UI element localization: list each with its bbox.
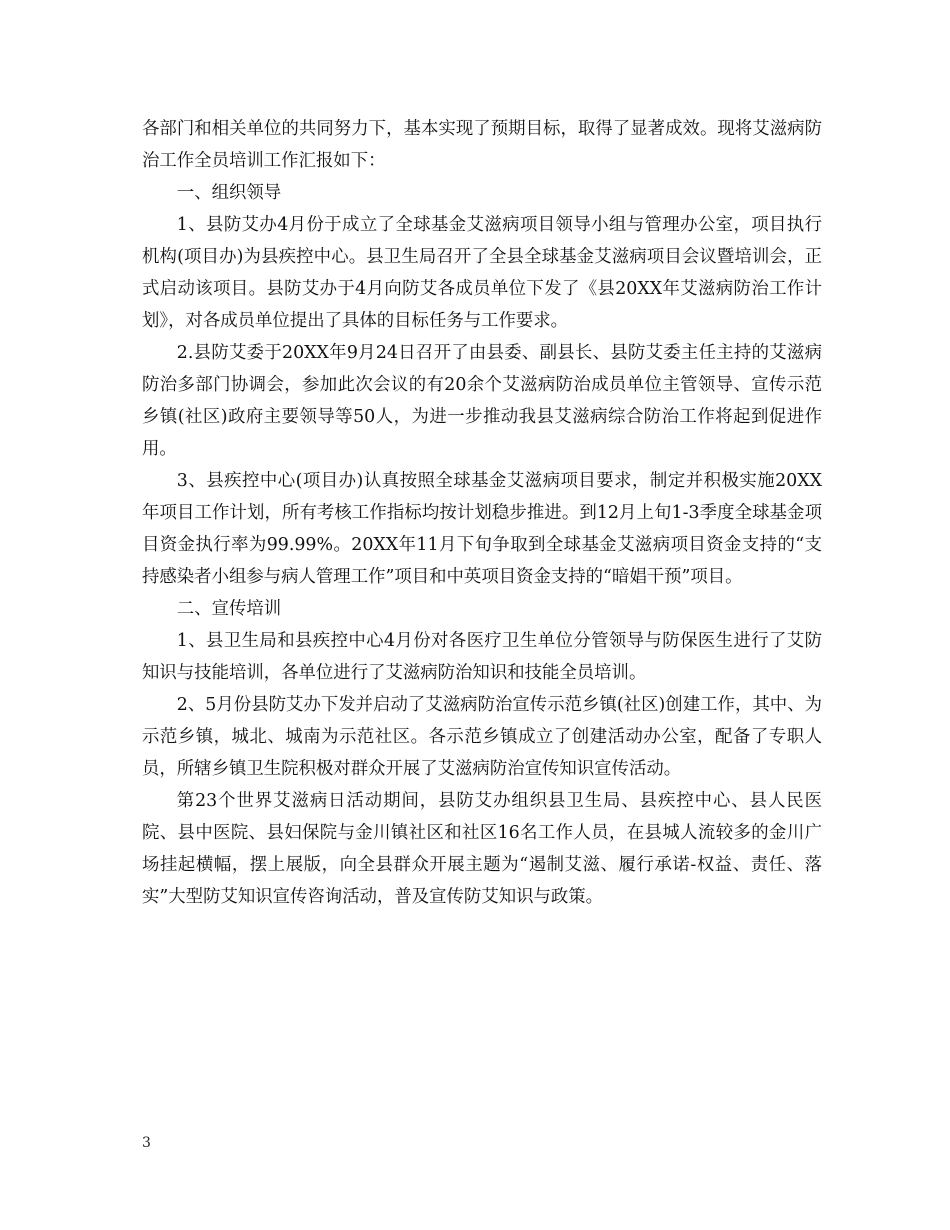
section-heading-organization: 一、组织领导 [176, 183, 282, 203]
page-number: 3 [142, 1135, 151, 1151]
paragraph-publicity-2: 2、5月份县防艾办下发并启动了艾滋病防治宣传示范乡镇(社区)创建工作，其中、为示范乡镇，城北、城南为示范社区。各示范乡镇成立了创建活动办公室，配备了专职人员，所辖乡镇卫生院积极对群众开展了艾滋病防治宣传知识宣传活动。 [142, 695, 822, 779]
paragraph-organization-3: 3、县疾控中心(项目办)认真按照全球基金艾滋病项目要求，制定并积极实施20XX年项目工作计划，所有考核工作指标均按计划稳步推进。到12月上旬1-3季度全球基金项目资金执行率为99.99%。20XX年11月下旬争取到全球基金艾滋病项目资金支持的“支持感染者小组参与病人管理工作”项目和中英项目资金支持的“暗娼干预”项目。 [142, 471, 822, 587]
paragraph-organization-1: 1、县防艾办4月份于成立了全球基金艾滋病项目领导小组与管理办公室，项目执行机构(项目办)为县疾控中心。县卫生局召开了全县全球基金艾滋病项目会议暨培训会，正式启动该项目。县防艾办于4月向防艾各成员单位下发了《县20XX年艾滋病防治工作计划》，对各成员单位提出了具体的目标任务与工作要求。 [142, 215, 822, 331]
paragraph-world-aids-day: 第23个世界艾滋病日活动期间，县防艾办组织县卫生局、县疾控中心、县人民医院、县中医院、县妇保院与金川镇社区和社区16名工作人员，在县城人流较多的金川广场挂起横幅，摆上展版，向全县群众开展主题为“遏制艾滋、履行承诺-权益、责任、落实”大型防艾知识宣传咨询活动，普及宣传防艾知识与政策。 [142, 791, 822, 907]
paragraph-intro: 各部门和相关单位的共同努力下，基本实现了预期目标，取得了显著成效。现将艾滋病防治工作全员培训工作汇报如下： [142, 119, 822, 171]
paragraph-publicity-1: 1、县卫生局和县疾控中心4月份对各医疗卫生单位分管领导与防保医生进行了艾防知识与技能培训，各单位进行了艾滋病防治知识和技能全员培训。 [142, 631, 822, 683]
section-heading-publicity: 二、宣传培训 [176, 599, 282, 619]
paragraph-organization-2: 2.县防艾委于20XX年9月24日召开了由县委、副县长、县防艾委主任主持的艾滋病防治多部门协调会，参加此次会议的有20余个艾滋病防治成员单位主管领导、宣传示范乡镇(社区)政府主要领导等50人，为进一步推动我县艾滋病综合防治工作将起到促进作用。 [142, 343, 822, 459]
document-body [142, 113, 822, 913]
